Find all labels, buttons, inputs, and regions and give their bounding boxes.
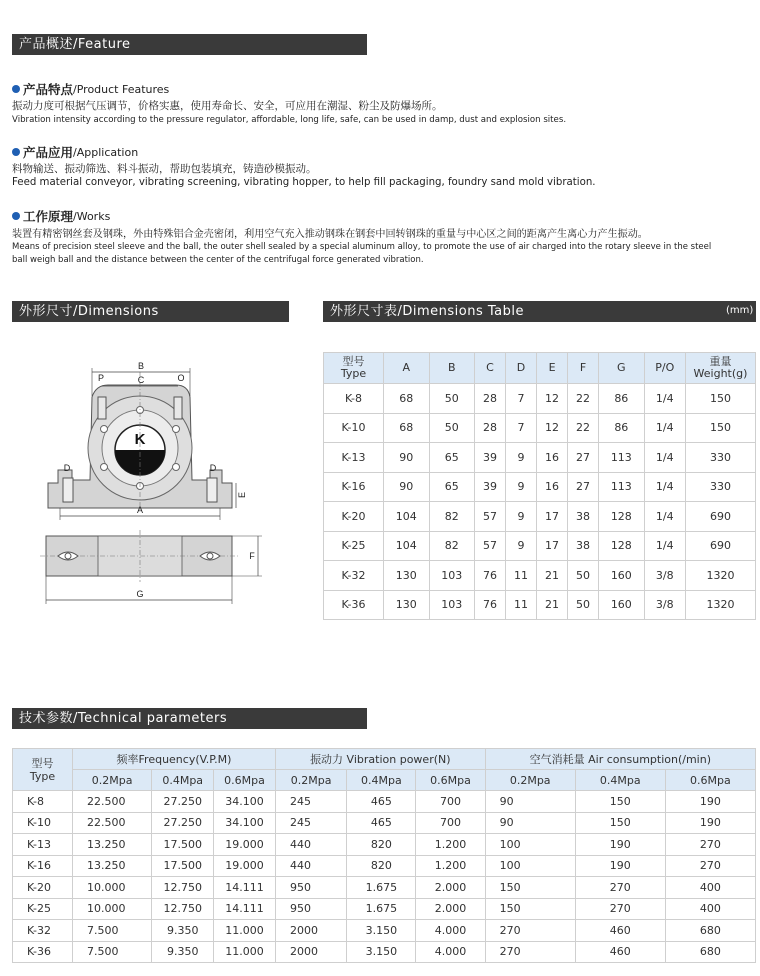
table-cell: 82 [429,531,475,561]
table-cell: K-13 [13,834,73,856]
table-cell: 1/4 [644,531,685,561]
table-cell: 460 [575,941,665,963]
table-cell: 128 [599,531,645,561]
table-cell: 9.350 [152,941,214,963]
table-cell: 1320 [686,561,756,591]
table-cell: 270 [485,941,575,963]
table-cell: 950 [275,898,346,920]
dimensions-table-header-row [324,353,756,384]
dimensions-table-body [324,384,756,620]
table-cell: 104 [384,531,430,561]
table-cell: 330 [686,472,756,502]
table-cell: 50 [429,384,475,414]
table-cell: 270 [575,898,665,920]
table-cell: 82 [429,502,475,532]
table-cell: 13.250 [73,834,152,856]
technical-section-bar: 技术参数/Technical parameters [12,708,367,729]
table-cell: 465 [347,812,416,834]
table-cell: 68 [384,384,430,414]
table-cell: K-32 [324,561,384,591]
table-cell: 190 [575,834,665,856]
table-cell: 50 [429,413,475,443]
dimensions-unit: (mm) [726,305,754,316]
table-row [324,443,756,473]
header-po: P/O [644,353,685,384]
table-cell: 103 [429,590,475,620]
table-cell: 1/4 [644,443,685,473]
table-cell: 190 [665,812,755,834]
table-cell: K-16 [324,472,384,502]
table-cell: 1/4 [644,472,685,502]
table-cell: K-13 [324,443,384,473]
table-cell: 2000 [275,941,346,963]
table-cell: 150 [686,384,756,414]
f-label: F [249,551,255,561]
c-label: C [137,375,145,385]
table-cell: 12 [537,384,568,414]
table-cell: 2000 [275,920,346,942]
product-features-title-en: /Product Features [73,82,170,96]
table-cell: 22 [568,413,599,443]
pressure-header: 0.4Mpa [347,770,416,791]
table-cell: 76 [475,561,506,591]
pressure-header: 0.6Mpa [214,770,276,791]
table-cell: 9.350 [152,920,214,942]
table-cell: K-8 [13,791,73,813]
table-cell: 21 [537,561,568,591]
header-type: 型号 Type [324,353,384,384]
table-cell: 400 [665,898,755,920]
dimensions-table-section-bar: 外形尺寸表/Dimensions Table [323,301,756,322]
table-cell: 12 [537,413,568,443]
table-cell: 2.000 [416,877,485,899]
table-cell: 700 [416,791,485,813]
table-cell: K-36 [324,590,384,620]
table-cell: 270 [485,920,575,942]
table-cell: 400 [665,877,755,899]
table-cell: 690 [686,531,756,561]
pressure-header: 0.2Mpa [485,770,575,791]
table-cell: 128 [599,502,645,532]
table-cell: 17.500 [152,834,214,856]
table-cell: K-20 [324,502,384,532]
works-desc-en-2: ball weigh ball and the distance between the center of the centrifugal force generated vibration. [12,255,424,265]
table-cell: 16 [537,472,568,502]
table-cell: 9 [506,472,537,502]
table-cell: 1.200 [416,855,485,877]
table-cell: 90 [384,472,430,502]
bullet-icon [12,148,20,156]
table-cell: 4.000 [416,920,485,942]
pressure-header: 0.6Mpa [416,770,485,791]
table-cell: 10.000 [73,898,152,920]
k-label: K [134,431,146,448]
works-title-en: /Works [73,209,111,223]
works-desc-cn: 装置有精密钢丝套及钢珠，外由特殊铝合金壳密闭，利用空气充入推动钢珠在钢套中回转钢珠的重量与中心区之间的距离产生离心力产生振动。 [12,229,648,240]
table-cell: 820 [347,834,416,856]
table-cell: 57 [475,502,506,532]
table-row [13,834,756,856]
table-cell: 13.250 [73,855,152,877]
pressure-header: 0.4Mpa [152,770,214,791]
table-cell: 11 [506,590,537,620]
header-f: F [568,353,599,384]
table-cell: 19.000 [214,834,276,856]
feature-section-bar: 产品概述/Feature [12,34,367,55]
tech-header-type: 型号 Type [13,749,73,791]
table-cell: K-36 [13,941,73,963]
table-cell: 130 [384,561,430,591]
table-cell: 690 [686,502,756,532]
table-cell: 1.675 [347,898,416,920]
header-c: C [475,353,506,384]
table-cell: 90 [384,443,430,473]
table-cell: K-25 [13,898,73,920]
table-cell: 38 [568,531,599,561]
technical-table [12,748,756,963]
d-label-right: D [209,463,217,473]
p-label: P [97,373,105,383]
table-row [324,413,756,443]
table-cell: 460 [575,920,665,942]
table-cell: 245 [275,812,346,834]
table-cell: 65 [429,443,475,473]
table-cell: 38 [568,502,599,532]
table-cell: 27 [568,472,599,502]
table-cell: 50 [568,561,599,591]
table-cell: 34.100 [214,812,276,834]
header-b: B [429,353,475,384]
table-cell: 113 [599,443,645,473]
table-cell: 1.675 [347,877,416,899]
table-cell: 103 [429,561,475,591]
application-title [12,143,138,161]
table-cell: 820 [347,855,416,877]
table-cell: 270 [575,877,665,899]
works-desc-en-1: Means of precision steel sleeve and the ball, the outer shell sealed by a special aluminum alloy, to promote the use of air charged into the rotary sleeve in the steel [12,242,712,252]
table-row [13,791,756,813]
table-cell: 68 [384,413,430,443]
table-row [13,941,756,963]
dimensions-table [323,352,756,620]
table-cell: K-10 [324,413,384,443]
table-cell: 465 [347,791,416,813]
table-cell: 160 [599,561,645,591]
technical-header-row-1 [13,749,756,770]
table-cell: 17 [537,502,568,532]
table-cell: 22 [568,384,599,414]
table-cell: K-25 [324,531,384,561]
table-cell: 76 [475,590,506,620]
table-row [13,898,756,920]
application-desc-en: Feed material conveyor, vibrating screening, vibrating hopper, to help fill packaging, foundry sand mold vibration. [12,177,596,188]
table-cell: 245 [275,791,346,813]
pressure-header: 0.2Mpa [275,770,346,791]
table-cell: 19.000 [214,855,276,877]
table-cell: 130 [384,590,430,620]
table-cell: 90 [485,812,575,834]
table-cell: 11.000 [214,920,276,942]
table-cell: 28 [475,384,506,414]
table-row [324,384,756,414]
table-row [324,502,756,532]
table-cell: 1/4 [644,413,685,443]
table-cell: 100 [485,834,575,856]
works-title-cn: 工作原理 [23,209,74,224]
table-row [324,590,756,620]
table-cell: 65 [429,472,475,502]
table-cell: K-10 [13,812,73,834]
table-cell: 100 [485,855,575,877]
b-label: B [137,361,145,371]
table-cell: 27 [568,443,599,473]
table-cell: 1320 [686,590,756,620]
table-cell: 39 [475,443,506,473]
table-cell: 7 [506,413,537,443]
table-row [324,472,756,502]
table-cell: 700 [416,812,485,834]
table-cell: 22.500 [73,812,152,834]
table-cell: 12.750 [152,898,214,920]
table-cell: 150 [575,791,665,813]
pressure-header: 0.4Mpa [575,770,665,791]
product-features-title [12,80,169,98]
table-cell: 3.150 [347,941,416,963]
table-cell: 57 [475,531,506,561]
table-cell: 86 [599,384,645,414]
table-cell: 680 [665,920,755,942]
dimensions-section-bar: 外形尺寸/Dimensions [12,301,289,322]
table-cell: 160 [599,590,645,620]
product-features-desc-cn: 振动力度可根据气压调节，价格实惠，使用寿命长、安全，可应用在潮湿、粉尘及防爆场所。 [12,100,443,112]
table-row [324,561,756,591]
vibrator-diagram [0,325,290,615]
table-cell: 330 [686,443,756,473]
table-cell: 50 [568,590,599,620]
table-cell: 113 [599,472,645,502]
header-d: D [506,353,537,384]
table-cell: 950 [275,877,346,899]
table-cell: 11 [506,561,537,591]
table-cell: 440 [275,855,346,877]
table-cell: 10.000 [73,877,152,899]
table-cell: 11.000 [214,941,276,963]
table-cell: 150 [485,877,575,899]
table-cell: 104 [384,502,430,532]
table-row [324,531,756,561]
table-cell: 28 [475,413,506,443]
application-desc-cn: 料物输送、振动筛选、料斗振动，帮助包装填充，铸造砂模振动。 [12,163,317,175]
header-g: G [599,353,645,384]
table-cell: 1/4 [644,384,685,414]
g-label: G [136,589,144,599]
table-cell: 16 [537,443,568,473]
table-row [13,920,756,942]
header-e: E [537,353,568,384]
table-cell: 3/8 [644,590,685,620]
table-cell: K-16 [13,855,73,877]
table-cell: 39 [475,472,506,502]
table-cell: K-20 [13,877,73,899]
bullet-icon [12,85,20,93]
table-cell: 9 [506,502,537,532]
table-cell: 9 [506,531,537,561]
table-cell: K-8 [324,384,384,414]
o-label: O [177,373,185,383]
table-cell: 150 [686,413,756,443]
table-cell: 3/8 [644,561,685,591]
table-cell: 7 [506,384,537,414]
table-cell: 150 [485,898,575,920]
table-cell: 1.200 [416,834,485,856]
table-cell: 17 [537,531,568,561]
pressure-header: 0.2Mpa [73,770,152,791]
product-features-title-cn: 产品特点 [23,82,74,97]
technical-header-row-2 [13,770,756,791]
bullet-icon [12,212,20,220]
table-cell: 270 [665,855,755,877]
pressure-header: 0.6Mpa [665,770,755,791]
table-cell: 680 [665,941,755,963]
table-cell: 22.500 [73,791,152,813]
table-cell: 9 [506,443,537,473]
table-cell: 14.111 [214,877,276,899]
header-a: A [384,353,430,384]
d-label-left: D [63,463,71,473]
table-row [13,812,756,834]
table-cell: 27.250 [152,812,214,834]
table-cell: 2.000 [416,898,485,920]
table-cell: 27.250 [152,791,214,813]
tech-header-vibration: 振动力 Vibration power(N) [275,749,485,770]
table-cell: 7.500 [73,941,152,963]
technical-table-body [13,791,756,963]
application-title-cn: 产品应用 [23,145,74,160]
table-cell: 7.500 [73,920,152,942]
table-row [13,855,756,877]
header-weight: 重量 Weight(g) [686,353,756,384]
table-cell: 440 [275,834,346,856]
table-cell: 21 [537,590,568,620]
a-label: A [136,505,144,515]
table-cell: 4.000 [416,941,485,963]
table-cell: 190 [575,855,665,877]
table-cell: 34.100 [214,791,276,813]
tech-header-frequency: 频率Frequency(V.P.M) [73,749,276,770]
table-cell: 90 [485,791,575,813]
table-cell: 190 [665,791,755,813]
table-cell: 14.111 [214,898,276,920]
table-cell: 17.500 [152,855,214,877]
table-cell: 270 [665,834,755,856]
e-label: E [237,491,247,499]
table-cell: 1/4 [644,502,685,532]
table-row [13,877,756,899]
application-title-en: /Application [73,145,139,159]
table-cell: 12.750 [152,877,214,899]
product-features-desc-en: Vibration intensity according to the pressure regulator, affordable, long life, safe, can be used in damp, dust and explosion sites. [12,115,567,125]
table-cell: 150 [575,812,665,834]
tech-header-air: 空气消耗量 Air consumption(/min) [485,749,755,770]
table-cell: 86 [599,413,645,443]
works-title [12,207,110,225]
table-cell: K-32 [13,920,73,942]
table-cell: 3.150 [347,920,416,942]
